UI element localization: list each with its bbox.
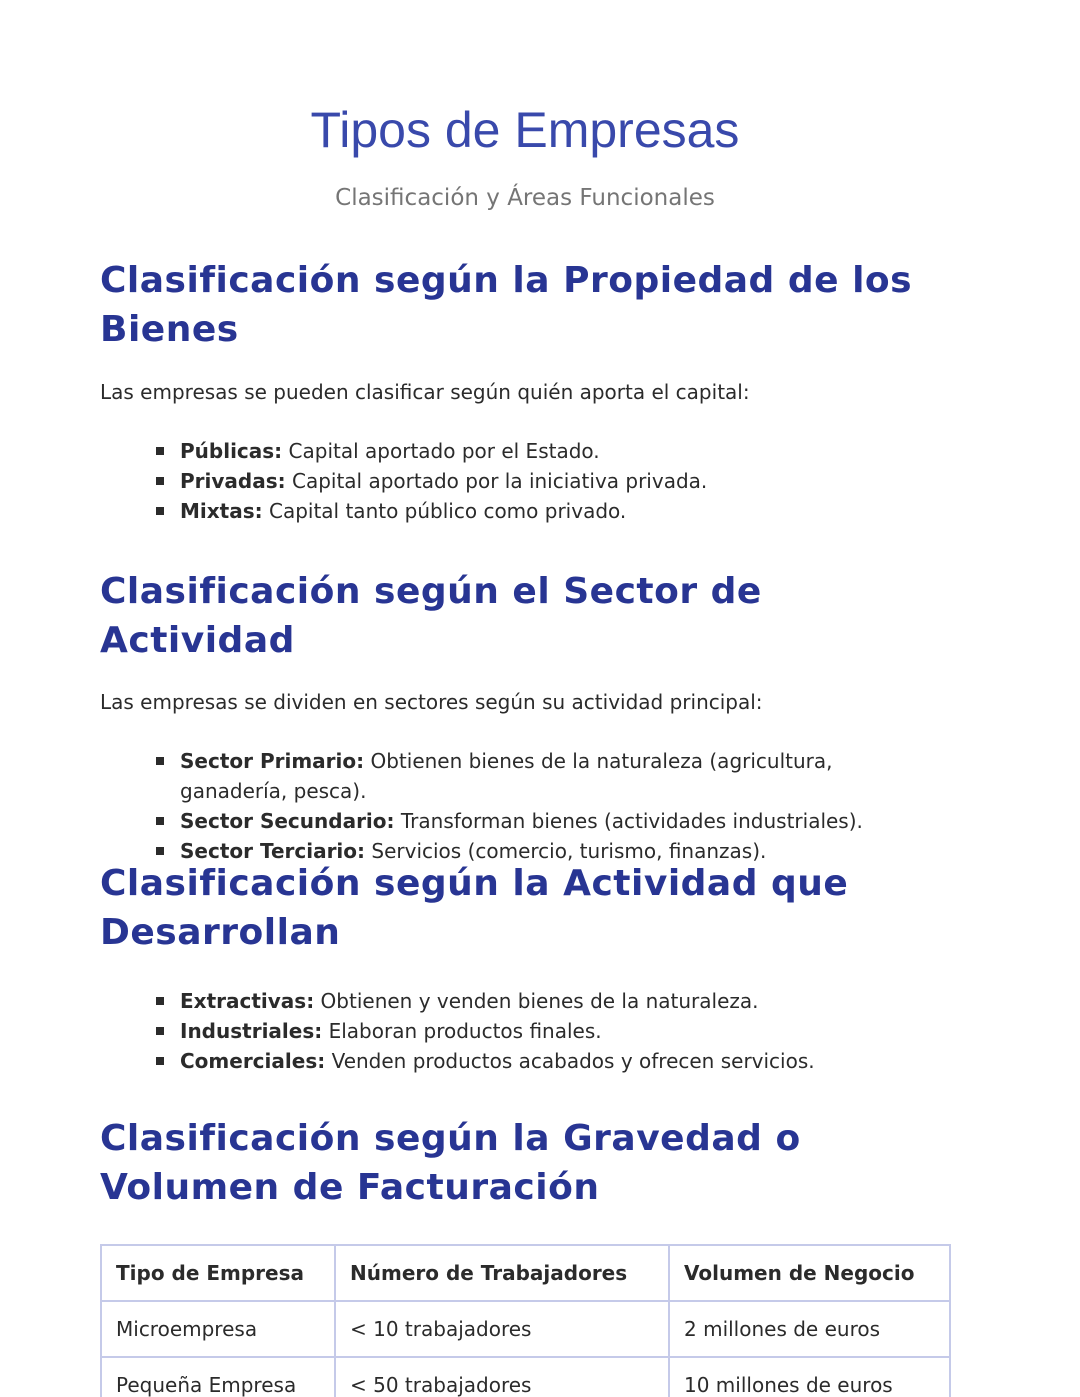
bullet-list (100, 436, 950, 526)
item-term: Sector Secundario: (180, 809, 395, 833)
section-propiedad (100, 256, 950, 526)
table-header-cell: Tipo de Empresa (101, 1245, 335, 1301)
table-cell: < 10 trabajadores (335, 1301, 669, 1357)
bullet-icon (156, 1027, 164, 1035)
section-intro: Las empresas se dividen en sectores según su actividad principal: (100, 690, 763, 714)
item-text: Capital tanto público como privado. (262, 499, 627, 523)
section-heading: Clasificación según la Propiedad de los Bienes (100, 260, 913, 350)
bullet-icon (156, 1057, 164, 1065)
item-term: Mixtas: (180, 499, 263, 523)
list-item (180, 986, 950, 1016)
page-title: Tipos de Empresas (310, 102, 740, 158)
list-item (180, 1016, 950, 1046)
bullet-list (100, 986, 950, 1076)
bullet-icon (156, 477, 164, 485)
item-text: Capital aportado por el Estado. (282, 439, 600, 463)
item-text: Servicios (comercio, turismo, finanzas). (365, 839, 767, 863)
item-term: Industriales: (180, 1019, 323, 1043)
company-size-table (100, 1244, 951, 1397)
bullet-icon (156, 447, 164, 455)
page-subtitle: Clasificación y Áreas Funcionales (335, 185, 715, 211)
table-cell: Microempresa (101, 1301, 335, 1357)
item-term: Comerciales: (180, 1049, 326, 1073)
table-header-cell: Número de Trabajadores (335, 1245, 669, 1301)
item-term: Sector Primario: (180, 749, 365, 773)
table-cell: 10 millones de euros (669, 1357, 950, 1397)
item-term: Públicas: (180, 439, 283, 463)
list-item (180, 806, 950, 836)
item-term: Privadas: (180, 469, 286, 493)
list-item (180, 496, 950, 526)
bullet-icon (156, 507, 164, 515)
section-heading: Clasificación según la Gravedad o Volumen de Facturación (100, 1118, 801, 1208)
section-heading: Clasificación según la Actividad que Desarrollan (100, 863, 849, 953)
table-row (101, 1357, 950, 1397)
section-heading: Clasificación según el Sector de Actividad (100, 571, 762, 661)
item-text: Obtienen y venden bienes de la naturaleza. (314, 989, 759, 1013)
section-actividad (100, 859, 950, 1076)
section-intro: Las empresas se pueden clasificar según quién aporta el capital: (100, 380, 750, 404)
table-header-cell: Volumen de Negocio (669, 1245, 950, 1301)
section-facturacion (100, 1114, 950, 1212)
item-term: Extractivas: (180, 989, 315, 1013)
bullet-list (100, 746, 950, 866)
bullet-icon (156, 847, 164, 855)
table-cell: < 50 trabajadores (335, 1357, 669, 1397)
list-item (180, 466, 950, 496)
table-cell: 2 millones de euros (669, 1301, 950, 1357)
table-cell: Pequeña Empresa (101, 1357, 335, 1397)
section-sector (100, 567, 950, 866)
table-header-row (101, 1245, 950, 1301)
item-text: Obtienen bienes de la naturaleza (agricultura, ganadería, pesca). (180, 749, 833, 803)
bullet-icon (156, 757, 164, 765)
bullet-icon (156, 997, 164, 1005)
table-row (101, 1301, 950, 1357)
list-item (180, 1046, 950, 1076)
bullet-icon (156, 817, 164, 825)
item-text: Venden productos acabados y ofrecen servicios. (325, 1049, 815, 1073)
list-item (180, 746, 950, 806)
item-term: Sector Terciario: (180, 839, 366, 863)
item-text: Capital aportado por la iniciativa privada. (285, 469, 708, 493)
list-item (180, 436, 950, 466)
item-text: Elaboran productos finales. (322, 1019, 602, 1043)
item-text: Transforman bienes (actividades industriales). (394, 809, 863, 833)
